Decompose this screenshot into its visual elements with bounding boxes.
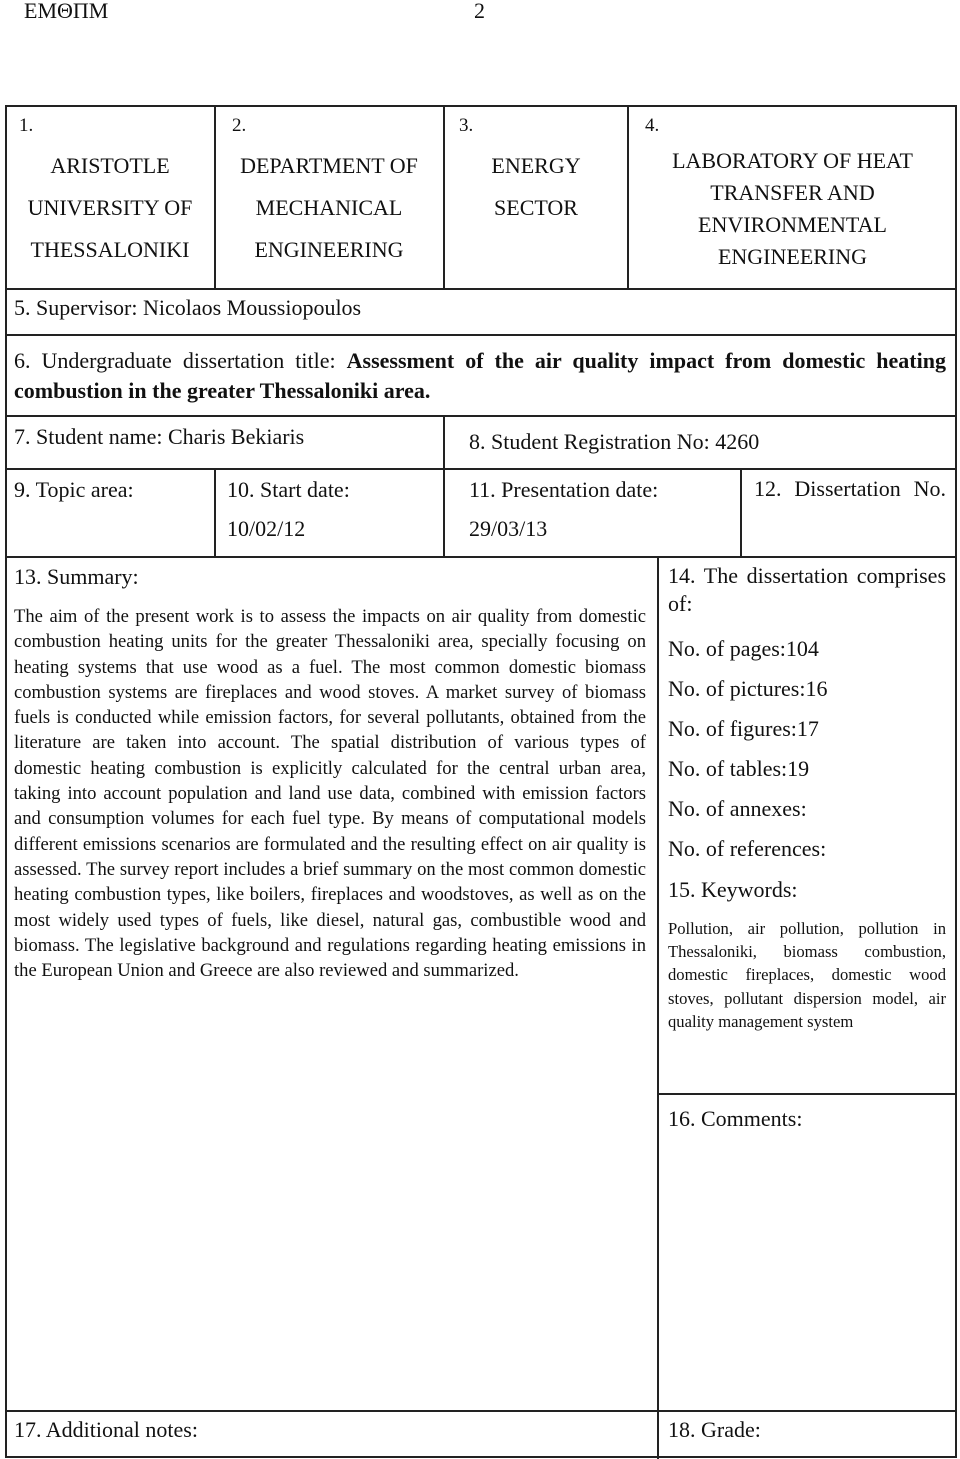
institution-3-name: ENERGY SECTOR [491,153,581,220]
divider [214,105,216,289]
list-item: No. of figures:17 [668,716,819,741]
divider [5,334,957,336]
composition-label: 14. The dissertation comprises of: [668,563,946,616]
divider [5,415,957,417]
divider [5,556,957,558]
institution-1-name: ARISTOTLE UNIVERSITY OF THESSALONIKI [27,153,193,262]
list-item: No. of pictures:16 [668,676,828,701]
institution-2-name: DEPARTMENT OF MECHANICAL ENGINEERING [240,153,418,262]
institution-2-number: 2. [232,115,247,136]
start-date-value: 10/02/12 [227,516,306,541]
supervisor: 5. Supervisor: Nicolaos Moussiopoulos [14,295,362,320]
divider [627,105,629,289]
list-item: No. of references: [668,836,827,861]
start-date-label: 10. Start date: [227,477,350,502]
dissertation-number: 12. Dissertation No. [754,476,946,501]
divider [5,1410,957,1412]
composition-list [668,629,827,869]
summary-text: The aim of the present work is to assess the impacts on air quality from domestic combustion heating units for the greater Thessaloniki area, specially focusing on heating systems that use wood as a fuel. The most common domestic biomass combustion systems are fireplaces and wood stoves. A market survey of biomass fuels is conducted while emission factors, for several pollutants, obtained from the literature are taken into account. The spatial distribution of various types of domestic heating combustion is explicitly calculated for the central urban area, taking into account population and land use data, combined with emission factors and consumption volumes for each fuel type. By means of computational models different emissions scenarios are formulated and the resulting effect on air quality is assessed. The survey report includes a brief summary on the most common domestic heating combustion types, like boilers, fireplaces and woodstoves, as well as on the most widely used types of fuels, like diesel, natural gas, combustible wood and biomass. The legislative background and regulations regarding heating emissions in the European Union and Greece are also reviewed and summarized. [14,606,646,982]
dissertation-title-text: Assessment of the air quality impact from domestic heating combustion in the greater Thessaloniki area. [14,348,946,403]
dissertation-title-label: 6. Undergraduate dissertation title: [14,348,347,373]
institution-4-name: LABORATORY OF HEAT TRANSFER AND ENVIRONMENTAL ENGINEERING [672,148,913,269]
additional-notes-label: 17. Additional notes: [14,1417,198,1442]
grade-label: 18. Grade: [668,1417,761,1442]
institution-3-number: 3. [459,115,474,136]
divider [214,468,216,557]
institution-4-number: 4. [645,115,660,136]
list-item: No. of pages:104 [668,636,819,661]
institution-1-number: 1. [19,115,34,136]
summary-label: 13. Summary: [14,564,139,589]
keywords-text: Pollution, air pollution, pollution in Thessaloniki, biomass combustion, domestic fireplaces, domestic wood stoves, pollutant dispersion model, air quality management system [668,919,946,1031]
presentation-date-value: 29/03/13 [469,516,548,541]
divider [5,288,957,290]
divider [657,1093,957,1095]
keywords-label: 15. Keywords: [668,877,798,902]
divider [5,468,957,470]
divider [443,105,445,289]
divider [740,468,742,557]
divider [657,556,659,1459]
student-registration: 8. Student Registration No: 4260 [469,429,760,454]
topic-area: 9. Topic area: [14,477,134,502]
page-number: 2 [474,0,485,23]
list-item: No. of tables:19 [668,756,810,781]
presentation-date-label: 11. Presentation date: [469,477,659,502]
student-name: 7. Student name: Charis Bekiaris [14,424,305,449]
comments-label: 16. Comments: [668,1106,803,1131]
dissertation-title [14,346,946,406]
divider [443,415,445,557]
header-org: ΕΜΘΠΜ [24,0,109,23]
list-item: No. of annexes: [668,796,807,821]
